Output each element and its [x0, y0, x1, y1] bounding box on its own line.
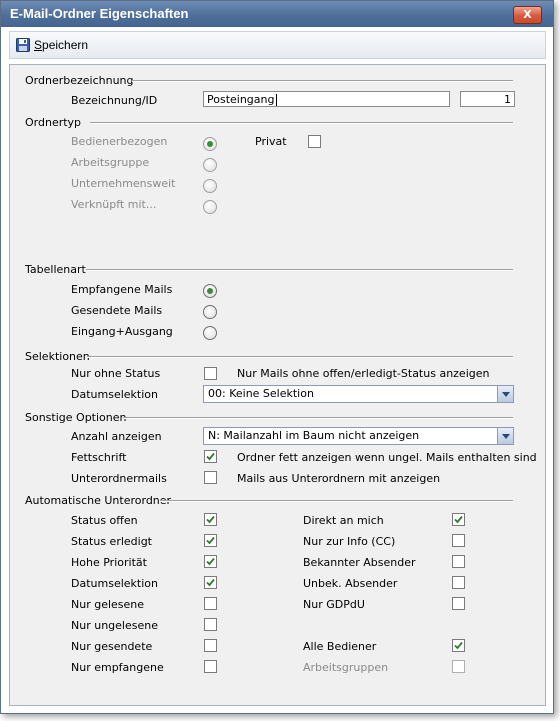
unterordner-label: Unterordnermails — [71, 472, 167, 485]
nur-ohne-status-desc: Nur Mails ohne offen/erledigt-Status anzeigen — [237, 367, 490, 380]
checkmark-icon — [205, 556, 216, 567]
tabellenart-option-label: Eingang+Ausgang — [71, 325, 173, 338]
auto-left-label: Nur gelesene — [71, 598, 145, 611]
divider — [86, 269, 513, 271]
divider — [160, 500, 513, 502]
auto-direkt-an-mich-checkbox[interactable] — [452, 513, 465, 526]
auto-left-label: Status offen — [71, 514, 138, 527]
id-input[interactable]: 1 — [460, 91, 515, 107]
auto-left-label: Status erledigt — [71, 535, 152, 548]
datumselektion-value: 00: Keine Selektion — [208, 387, 314, 400]
auto-nur-zur-info-checkbox[interactable] — [452, 534, 465, 547]
toolbar — [9, 31, 546, 59]
auto-hohe-prioritaet-checkbox[interactable] — [204, 555, 217, 568]
checkmark-icon — [205, 451, 216, 462]
ordnertyp-option-label: Unternehmensweit — [71, 177, 176, 190]
tabellenart-option-label: Gesendete Mails — [71, 304, 163, 317]
tabellenart-radio-gesendete[interactable] — [203, 305, 217, 319]
checkmark-icon — [453, 514, 464, 525]
auto-left-label: Nur empfangene — [71, 661, 164, 674]
section-sonstige: Sonstige Optionen — [25, 411, 127, 424]
section-ordnerbezeichnung: Ordnerbezeichnung — [25, 74, 134, 87]
auto-nur-gdpdu-checkbox[interactable] — [452, 597, 465, 610]
anzahl-label: Anzahl anzeigen — [71, 430, 162, 443]
privat-label: Privat — [255, 135, 287, 148]
fettschrift-desc: Ordner fett anzeigen wenn ungel. Mails enthalten sind — [237, 451, 537, 464]
nur-ohne-status-label: Nur ohne Status — [71, 367, 161, 380]
title-bar[interactable] — [1, 1, 553, 27]
checkmark-icon — [205, 535, 216, 546]
ordnertyp-radio-bedienerbezogen[interactable] — [203, 137, 217, 151]
divider — [123, 417, 513, 419]
auto-left-label: Nur ungelesene — [71, 619, 158, 632]
auto-bekannter-absender-checkbox[interactable] — [452, 555, 465, 568]
auto-right-label: Alle Bediener — [303, 640, 377, 653]
window-title: E-Mail-Ordner Eigenschaften — [10, 6, 189, 21]
anzahl-select[interactable] — [203, 427, 514, 445]
text-caret — [276, 94, 277, 106]
section-tabellenart: Tabellenart — [25, 263, 86, 276]
floppy-disk-icon — [16, 38, 30, 52]
ordnertyp-radio-verknuepft[interactable] — [203, 200, 217, 214]
bezeichnung-input[interactable] — [203, 91, 450, 107]
fettschrift-checkbox[interactable] — [204, 450, 217, 463]
save-label: Speichern — [34, 38, 89, 52]
auto-status-offen-checkbox[interactable] — [204, 513, 217, 526]
privat-checkbox[interactable] — [308, 135, 321, 148]
ordnertyp-option-label: Verknüpft mit... — [71, 198, 157, 211]
divider — [90, 122, 513, 124]
auto-status-erledigt-checkbox[interactable] — [204, 534, 217, 547]
unterordner-checkbox[interactable] — [204, 471, 217, 484]
auto-left-label: Nur gesendete — [71, 640, 153, 653]
auto-right-label: Nur GDPdU — [303, 598, 365, 611]
divider — [87, 356, 513, 358]
auto-arbeitsgruppen-checkbox[interactable] — [452, 660, 465, 673]
bezeichnung-label: Bezeichnung/ID — [71, 94, 158, 107]
ordnertyp-option-label: Bedienerbezogen — [71, 135, 168, 148]
close-button[interactable]: X — [513, 6, 542, 24]
auto-nur-ungelesene-checkbox[interactable] — [204, 618, 217, 631]
save-button[interactable] — [16, 35, 88, 55]
chevron-down-icon[interactable] — [497, 386, 513, 402]
datumselektion-label: Datumselektion — [71, 388, 158, 401]
datumselektion-select[interactable] — [203, 385, 514, 403]
auto-right-label: Bekannter Absender — [303, 556, 416, 569]
checkmark-icon — [453, 640, 464, 651]
auto-right-label: Arbeitsgruppen — [303, 661, 389, 674]
checkmark-icon — [205, 514, 216, 525]
tabellenart-radio-empfangene[interactable] — [203, 284, 217, 298]
auto-unbek-absender-checkbox[interactable] — [452, 576, 465, 589]
nur-ohne-status-checkbox[interactable] — [204, 367, 217, 380]
auto-right-label: Nur zur Info (CC) — [303, 535, 396, 548]
auto-right-label: Unbek. Absender — [303, 577, 398, 590]
ordnertyp-option-label: Arbeitsgruppe — [71, 156, 150, 169]
auto-alle-bediener-checkbox[interactable] — [452, 639, 465, 652]
auto-left-label: Datumselektion — [71, 577, 158, 590]
tabellenart-radio-eingang-ausgang[interactable] — [203, 326, 217, 340]
auto-right-label: Direkt an mich — [303, 514, 384, 527]
ordnertyp-radio-arbeitsgruppe[interactable] — [203, 158, 217, 172]
auto-left-label: Hohe Priorität — [71, 556, 147, 569]
tabellenart-option-label: Empfangene Mails — [71, 283, 173, 296]
checkmark-icon — [205, 577, 216, 588]
auto-nur-gesendete-checkbox[interactable] — [204, 639, 217, 652]
divider — [132, 80, 513, 82]
auto-nur-gelesene-checkbox[interactable] — [204, 597, 217, 610]
section-selektionen: Selektionen — [25, 350, 90, 363]
ordnertyp-radio-unternehmensweit[interactable] — [203, 179, 217, 193]
fettschrift-label: Fettschrift — [71, 451, 127, 464]
bezeichnung-value: Posteingang — [207, 93, 275, 106]
chevron-down-icon[interactable] — [497, 428, 513, 444]
section-ordnertyp: Ordnertyp — [25, 116, 82, 129]
unterordner-desc: Mails aus Unterordnern mit anzeigen — [237, 472, 441, 485]
auto-nur-empfangene-checkbox[interactable] — [204, 660, 217, 673]
section-auto-unterordner: Automatische Unterordner — [25, 494, 172, 507]
auto-datumselektion-checkbox[interactable] — [204, 576, 217, 589]
settings-panel — [9, 64, 546, 706]
anzahl-value: N: Mailanzahl im Baum nicht anzeigen — [208, 429, 420, 442]
